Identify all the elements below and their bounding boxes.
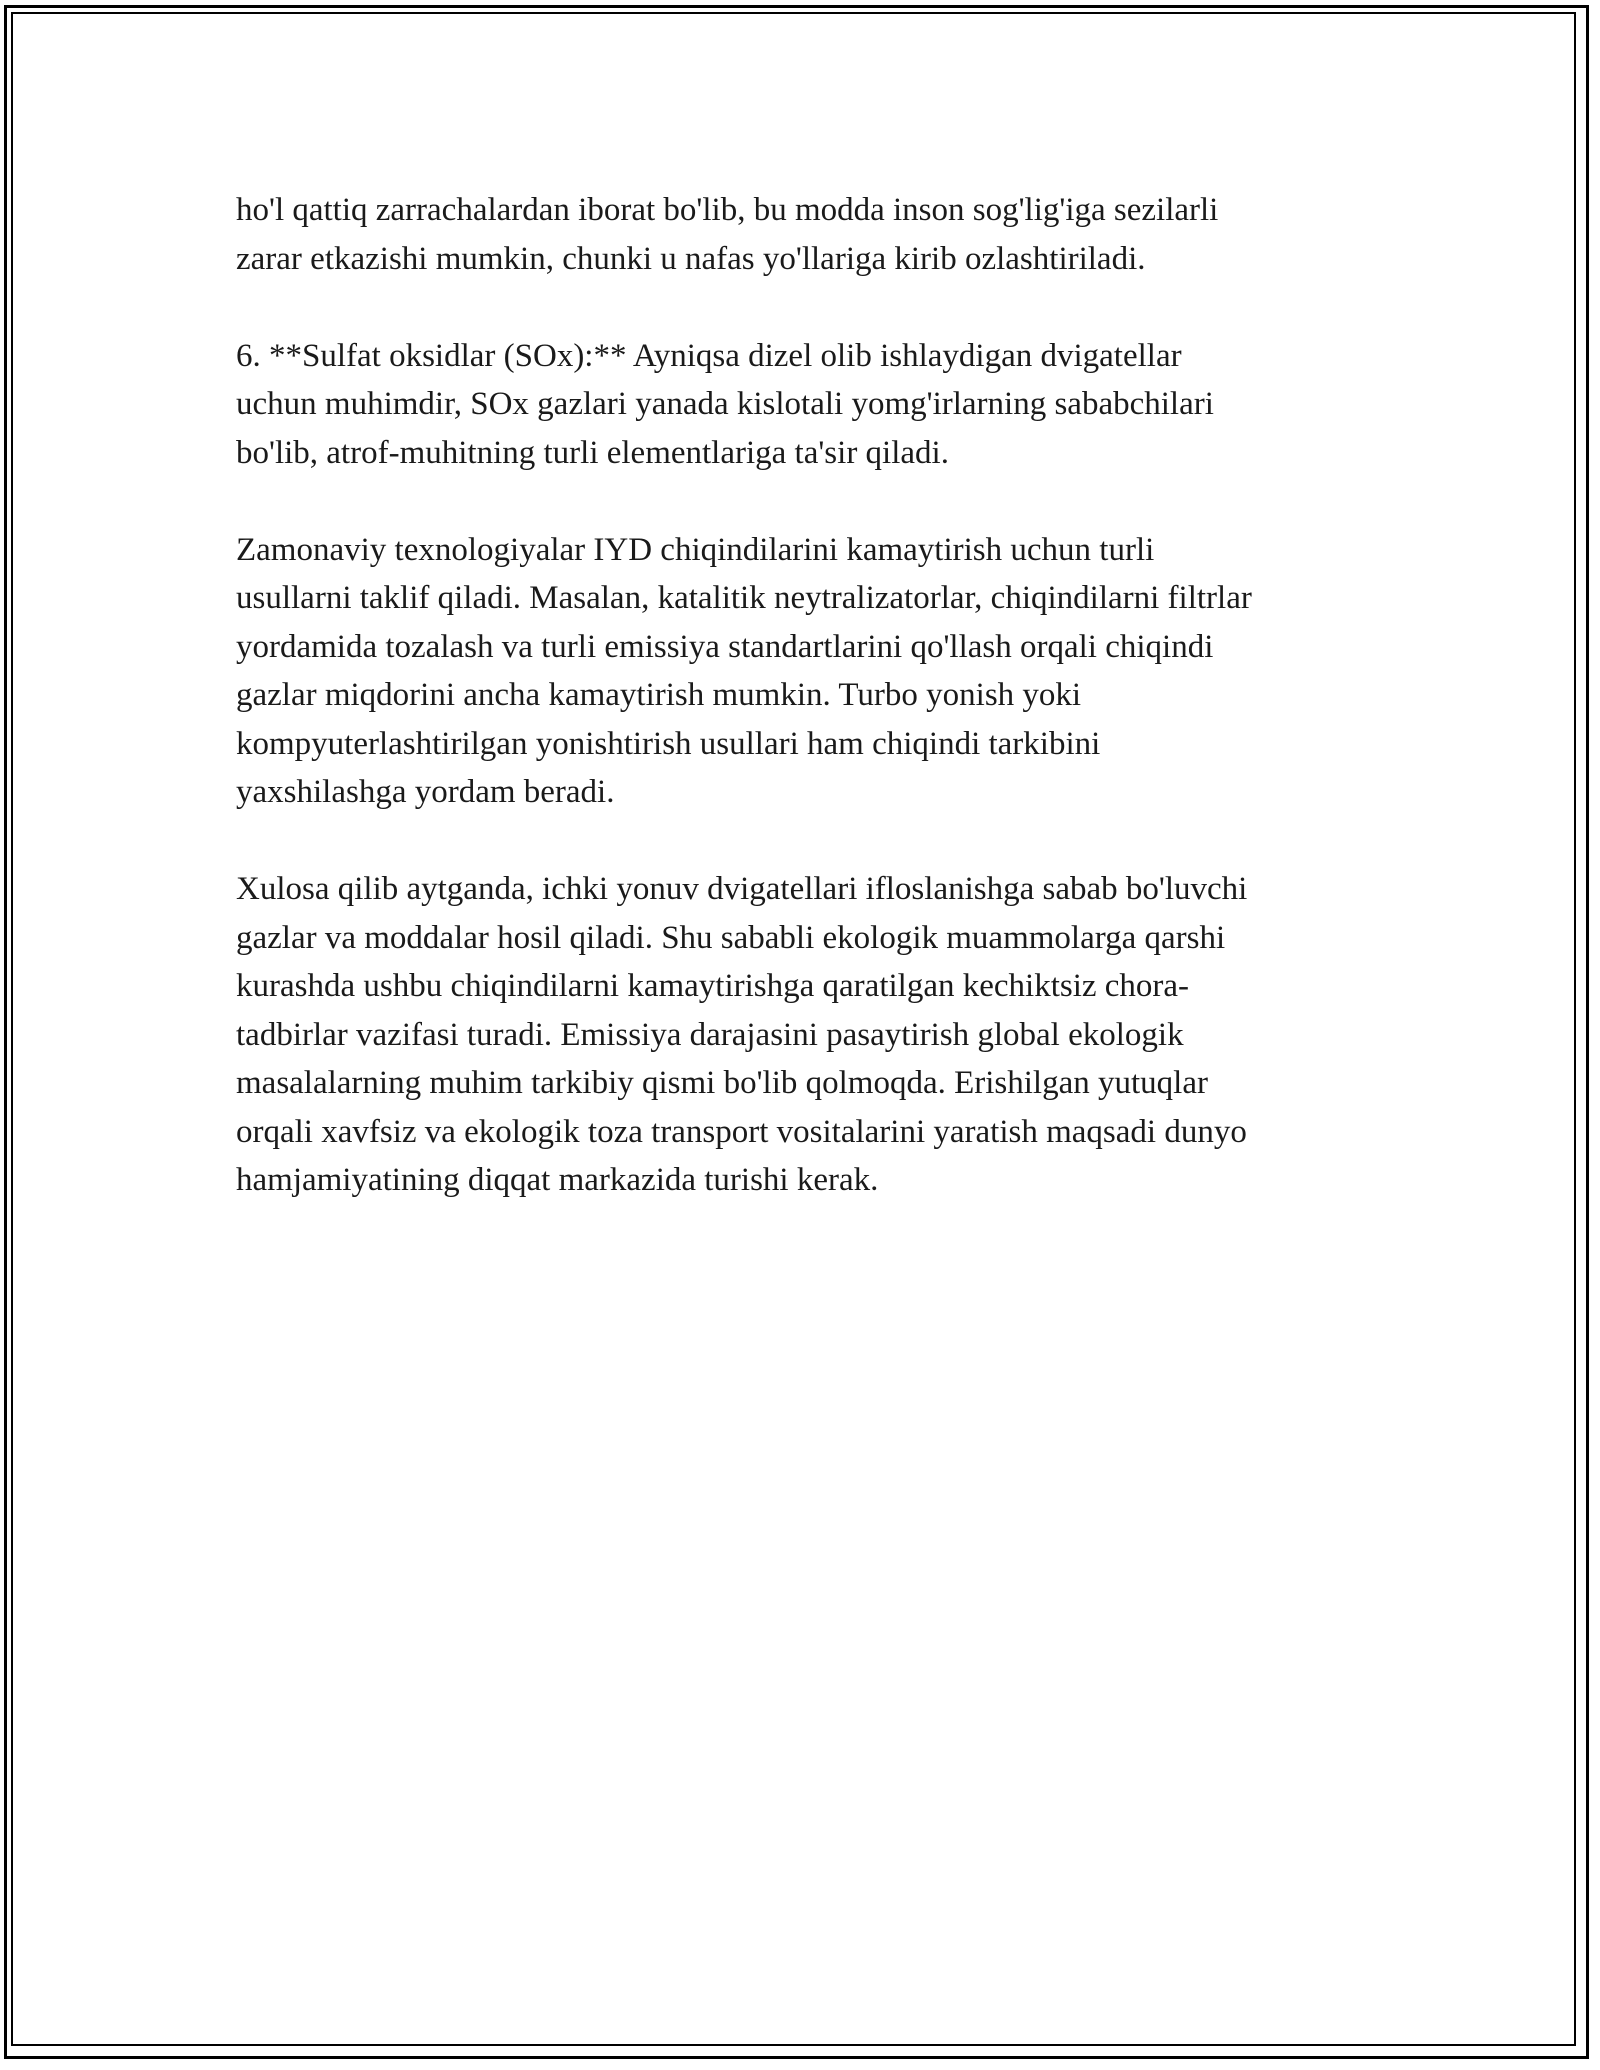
paragraph-modern-technologies: Zamonaviy texnologiyalar IYD chiqindilarini kamaytirish uchun turli usullarni taklif qiladi. Masalan, katalitik neytralizatorlar, chiqindilarni filtrlar yordamida tozalash va turli emissiya standartlarini qo'llash orqali chiqindi gazlar miqdorini ancha kamaytirish mumkin. Turbo yonish yoki kompyuterlashtirilgan yonishtirish usullari ham chiqindi tarkibini yaxshilashga yordam beradi. xyxy=(236,531,1252,810)
paragraph-conclusion: Xulosa qilib aytganda, ichki yonuv dvigatellari ifloslanishga sabab bo'luvchi gazlar va moddalar hosil qiladi. Shu sababli ekologik muammolarga qarshi kurashda ushbu chiqindilarni kamaytirishga qaratilgan kechiktsiz chora- tadbirlar vazifasi turadi. Emissiya darajasini pasaytirish global ekologik masalalarning muhim tarkibiy qismi bo'lib qolmoqda. Erishilgan yutuqlar orqali xavfsiz va ekologik toza transport vositalarini yaratish maqsadi dunyo hamjamiyatining diqqat markazida turishi kerak. xyxy=(236,871,1248,1198)
document-body xyxy=(236,186,1396,1253)
paragraph-sulfur-oxides: 6. **Sulfat oksidlar (SOx):** Ayniqsa dizel olib ishlaydigan dvigatellar uchun muhimdir, SOx gazlari yanada kislotali yomg'irlarning sababchilari bo'lib, atrof-muhitning turli elementlariga ta'sir qiladi. xyxy=(236,337,1214,471)
paragraph-particulate-matter: ho'l qattiq zarrachalardan iborat bo'lib, bu modda inson sog'lig'iga sezilarli zarar etkazishi mumkin, chunki u nafas yo'llariga kirib ozlashtiriladi. xyxy=(236,192,1219,277)
